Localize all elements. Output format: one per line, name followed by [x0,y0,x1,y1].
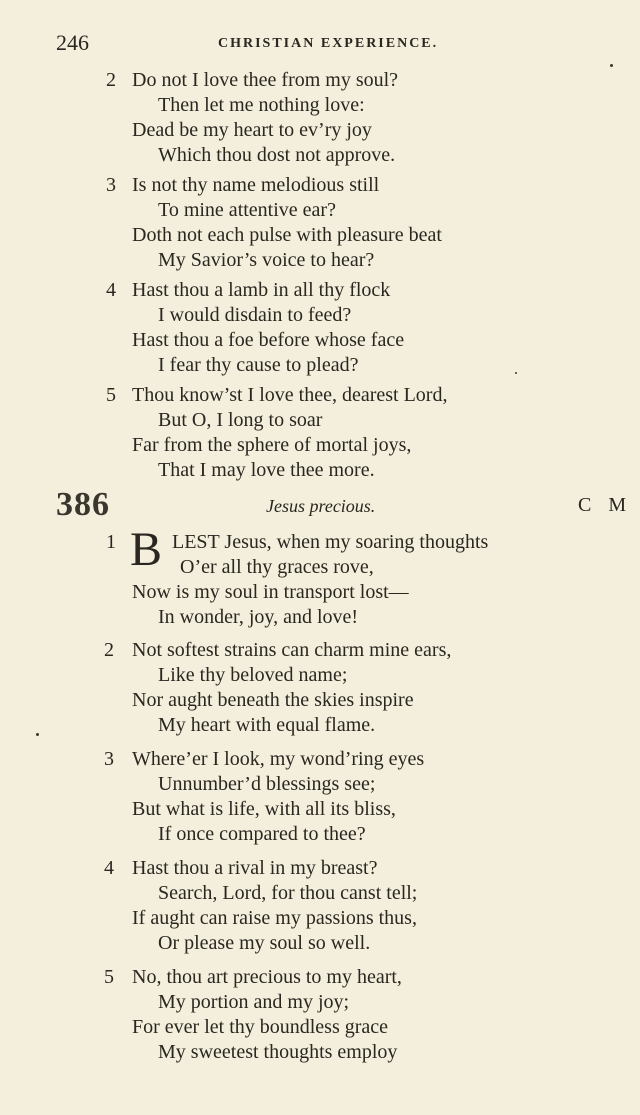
verse-line: Doth not each pulse with pleasure beat [132,224,442,246]
verse-line: In wonder, joy, and love! [158,606,359,628]
verse-line: Search, Lord, for thou canst tell; [158,882,418,904]
verse-line: Now is my soul in transport lost— [132,581,409,603]
verse-line: If once compared to thee? [158,823,366,845]
verse-line: I fear thy cause to plead? [158,354,359,376]
verse-line: To mine attentive ear? [158,199,336,221]
hymn-title: Jesus precious. [266,496,376,516]
verse-line: But O, I long to soar [158,409,323,431]
stanza-number: 2 [104,639,114,661]
ink-speck [515,372,517,374]
verse-line: That I may love thee more. [158,459,375,481]
stanza-number: 5 [106,384,116,406]
verse-line: Or please my soul so well. [158,932,371,954]
verse-line: Hast thou a lamb in all thy flock [132,279,391,301]
verse-line: My sweetest thoughts employ [158,1041,398,1063]
stanza-number: 4 [104,857,114,879]
verse-line: Nor aught beneath the skies inspire [132,689,414,711]
verse-line: No, thou art precious to my heart, [132,966,402,988]
stanza-number: 3 [106,174,116,196]
verse-line: My portion and my joy; [158,991,350,1013]
verse-line: Dead be my heart to ev’ry joy [132,119,372,141]
verse-line: I would disdain to feed? [158,304,352,326]
stanza-number: 1 [106,531,116,553]
stanza-number: 3 [104,748,114,770]
stanza-number: 4 [106,279,116,301]
verse-line: Far from the sphere of mortal joys, [132,434,412,456]
verse-line: Thou know’st I love thee, dearest Lord, [132,384,448,406]
verse-line: Where’er I look, my wond’ring eyes [132,748,425,770]
drop-cap: B [130,523,163,576]
verse-line: My heart with equal flame. [158,714,376,736]
verse-line: Is not thy name melodious still [132,174,380,196]
stanza-number: 2 [106,69,116,91]
hymn-meter: C M [578,494,633,516]
stanza-number: 5 [104,966,114,988]
ink-speck [610,64,613,67]
page-header [56,30,616,58]
verse-line: Unnumber’d blessings see; [158,773,376,795]
verse-line: For ever let thy boundless grace [132,1016,389,1038]
verse-line: Then let me nothing love: [158,94,365,116]
verse-line: Not softest strains can charm mine ears, [132,639,452,661]
verse-line: Do not I love thee from my soul? [132,69,399,91]
running-title: CHRISTIAN EXPERIENCE. [218,36,439,51]
page-number: 246 [56,30,89,55]
verse-line: Which thou dost not approve. [158,144,396,166]
verse-line: My Savior’s voice to hear? [158,249,375,271]
verse-line: Hast thou a rival in my breast? [132,857,378,879]
verse-line: O’er all thy graces rove, [180,556,374,578]
verse-line: But what is life, with all its bliss, [132,798,396,820]
ink-speck [36,733,39,736]
verse-line: Like thy beloved name; [158,664,348,686]
verse-line: If aught can raise my passions thus, [132,907,417,929]
hymn-number: 386 [56,486,110,523]
verse-line: Hast thou a foe before whose face [132,329,405,351]
verse-line: LEST Jesus, when my soaring thoughts [172,531,489,553]
